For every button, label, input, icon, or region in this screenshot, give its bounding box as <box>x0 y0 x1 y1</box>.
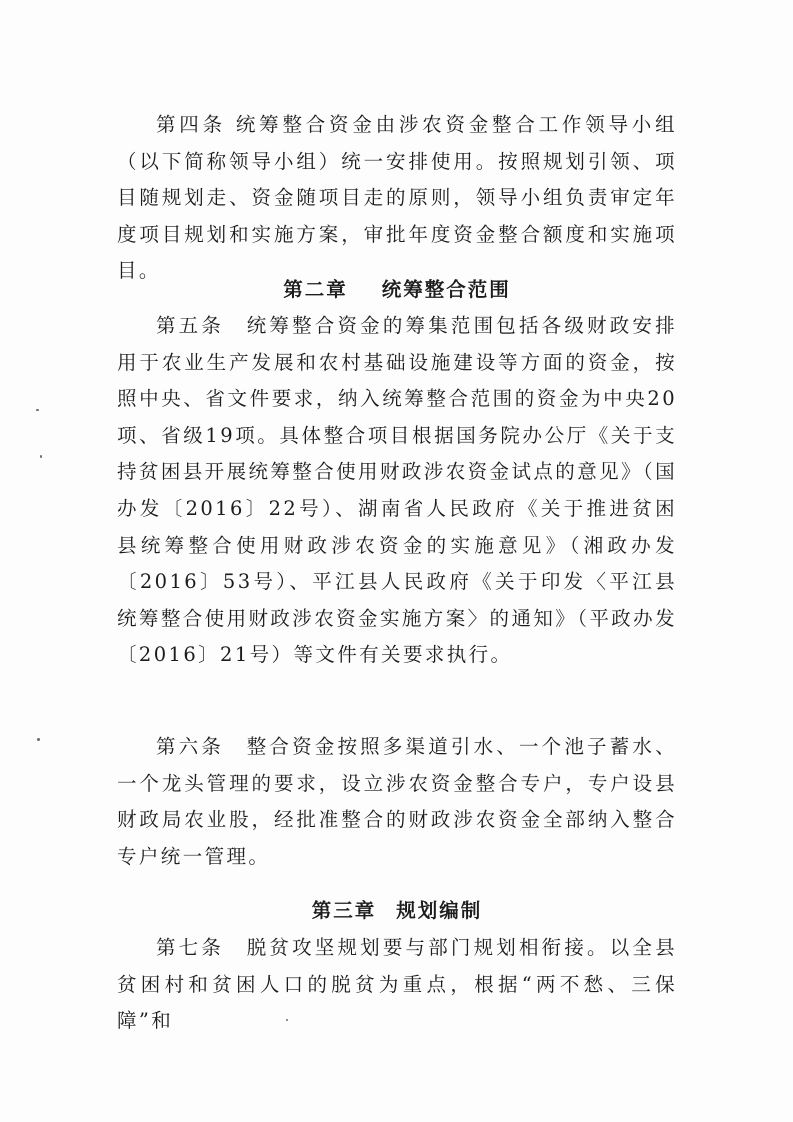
chapter-3-number: 第三章 <box>311 899 377 922</box>
scan-speck <box>286 1019 288 1021</box>
chapter-2-title: 统筹整合范围 <box>381 278 511 301</box>
article-5-text: 第五条 统筹整合资金的筹集范围包括各级财政安排用于农业生产发展和农村基础设施建设等方面的资金，按照中央、省文件要求，纳入统筹整合范围的资金为中央20项、省级19项。具体整合项目根据国务院办公厅《关于支持贫困县开展统筹整合使用财政涉农资金试点的意见》（国办发〔2016〕22号）、湖南省人民政府《关于推进贫困县统筹整合使用财政涉农资金的实施意见》（湘政办发〔2016〕53号）、平江县人民政府《关于印发〈平江县统筹整合使用财政涉农资金实施方案〉的通知》（平政办发〔2016〕21号）等文件有关要求执行。 <box>117 314 677 667</box>
chapter-3-heading <box>117 893 677 930</box>
chapter-3-title: 规划编制 <box>396 899 483 922</box>
article-7-text: 第七条 脱贫攻坚规划要与部门规划相衔接。以全县贫困村和贫困人口的脱贫为重点，根据“两不愁、三保障”和 <box>117 936 677 1033</box>
article-7 <box>117 930 677 1040</box>
article-6-text: 第六条 整合资金按照多渠道引水、一个池子蓄水、一个龙头管理的要求，设立涉农资金整合专户，专户设县财政局农业股，经批准整合的财政涉农资金全部纳入整合专户统一管理。 <box>117 735 677 868</box>
chapter-2-heading <box>117 272 677 309</box>
scan-speck <box>37 738 40 741</box>
article-4 <box>117 107 677 290</box>
article-6 <box>117 729 677 875</box>
chapter-2-number: 第二章 <box>283 278 348 301</box>
article-4-text: 第四条 统筹整合资金由涉农资金整合工作领导小组（以下简称领导小组）统一安排使用。按照规划引领、项目随规划走、资金随项目走的原则，领导小组负责审定年度项目规划和实施方案，审批年度资金整合额度和实施项目。 <box>117 113 677 283</box>
article-5 <box>117 308 677 674</box>
scan-speck <box>40 455 42 458</box>
scan-speck <box>36 409 39 411</box>
